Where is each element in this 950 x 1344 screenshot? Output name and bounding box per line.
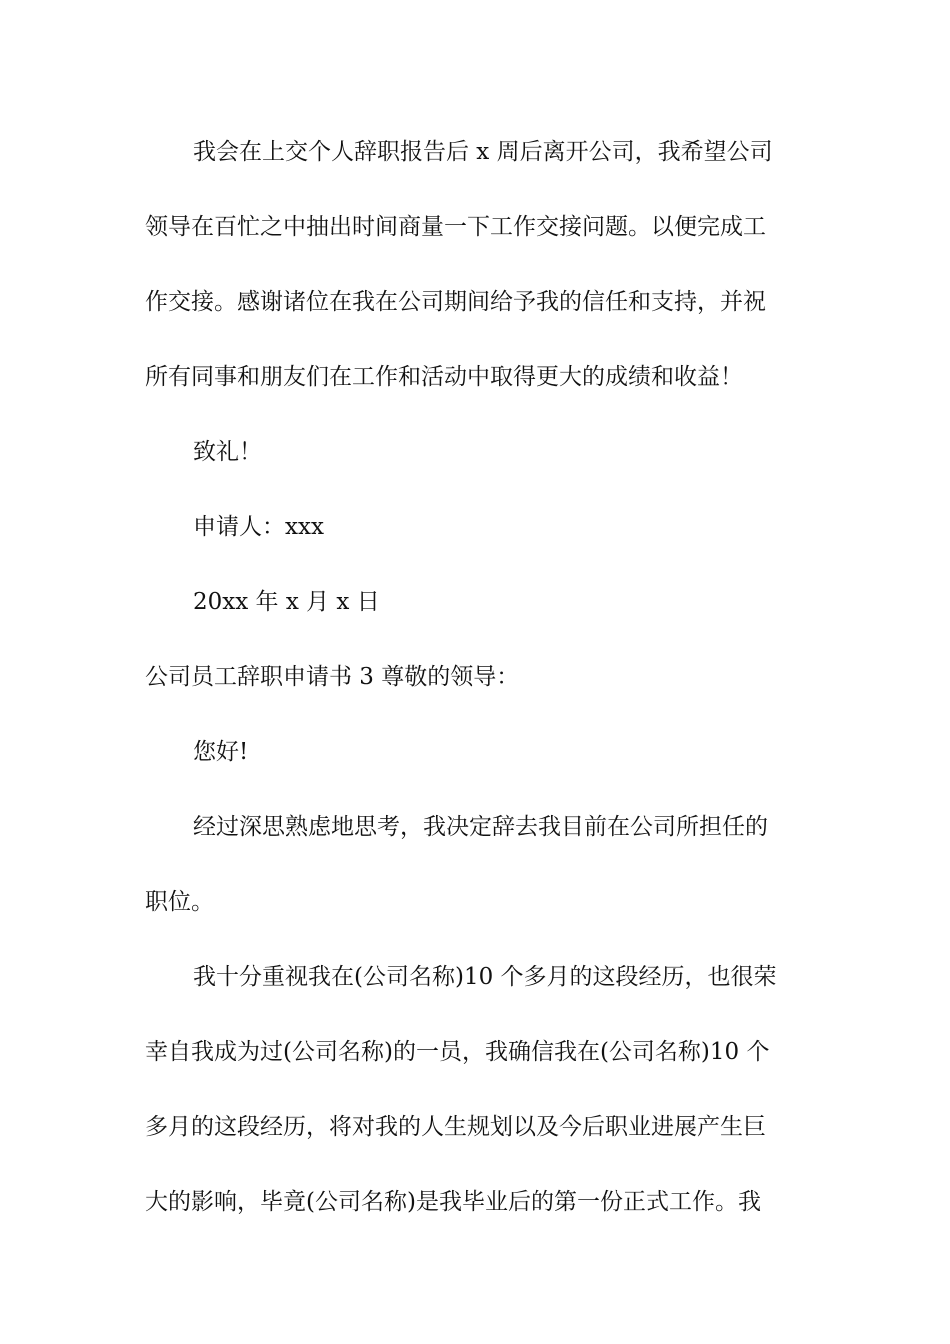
- paragraph-line: 经过深思熟虑地思考，我决定辞去我目前在公司所担任的: [193, 814, 768, 840]
- greeting: 您好!: [193, 739, 249, 765]
- paragraph-line: 我十分重视我在(公司名称)10 个多月的这段经历，也很荣: [193, 964, 777, 990]
- section-heading: 公司员工辞职申请书 3 尊敬的领导：: [145, 664, 520, 690]
- paragraph-line: 领导在百忙之中抽出时间商量一下工作交接问题。以便完成工: [145, 214, 766, 240]
- paragraph-line: 多月的这段经历，将对我的人生规划以及今后职业进展产生巨: [145, 1114, 766, 1140]
- applicant-signature: 申请人：xxx: [193, 514, 324, 540]
- paragraph-line: 幸自我成为过(公司名称)的一员，我确信我在(公司名称)10 个: [145, 1039, 770, 1065]
- paragraph-line: 我会在上交个人辞职报告后 x 周后离开公司，我希望公司: [193, 139, 773, 165]
- paragraph-line: 大的影响，毕竟(公司名称)是我毕业后的第一份正式工作。我: [145, 1189, 761, 1215]
- paragraph-line: 作交接。感谢诸位在我在公司期间给予我的信任和支持，并祝: [145, 289, 766, 315]
- paragraph-line: 职位。: [145, 889, 214, 915]
- document-date: 20xx 年 x 月 x 日: [193, 589, 380, 615]
- closing-salutation: 致礼！: [193, 439, 262, 465]
- paragraph-line: 所有同事和朋友们在工作和活动中取得更大的成绩和收益！: [145, 364, 743, 390]
